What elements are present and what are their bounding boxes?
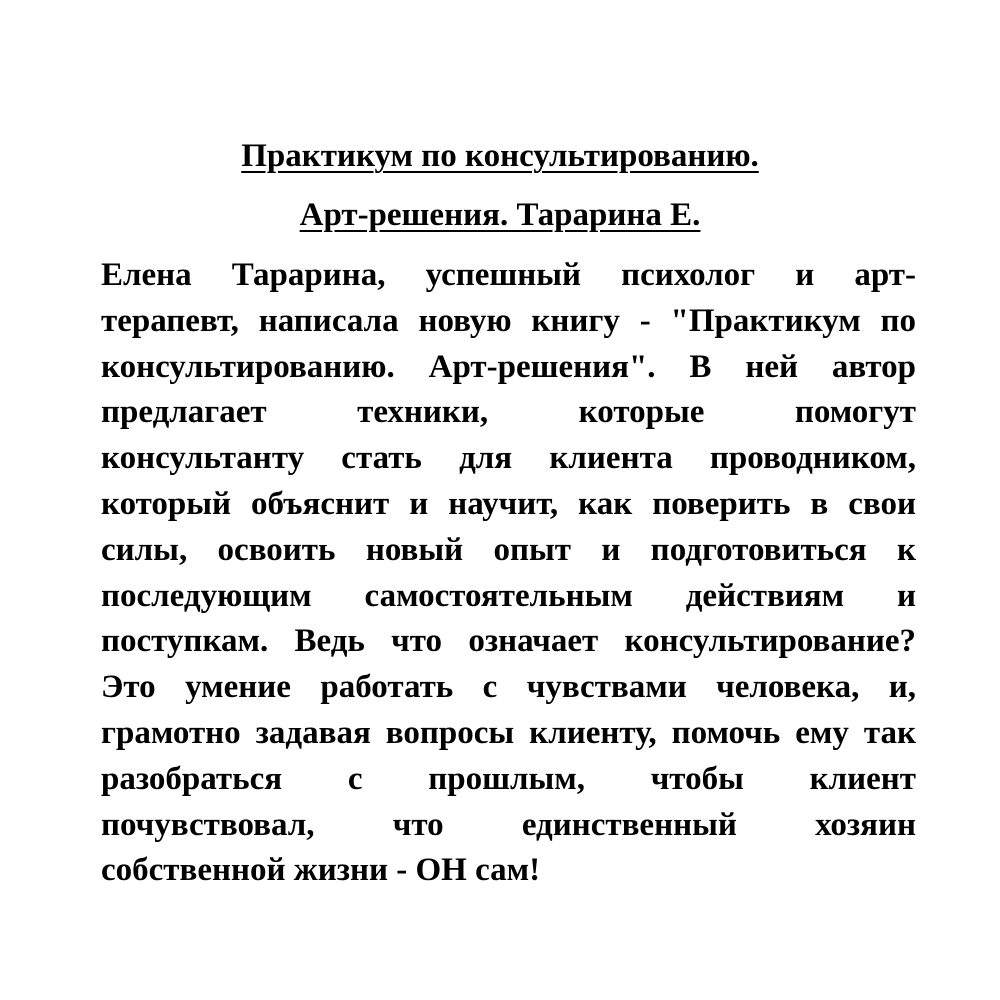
body-line: Это умение работать с чувствами человека, и, bbox=[101, 669, 916, 706]
document-title-line-1 bbox=[0, 136, 1000, 176]
body-line: силы, освоить новый опыт и подготовиться к bbox=[101, 531, 916, 568]
body-line: почувствовал, что единственный хозяин bbox=[101, 806, 916, 843]
body-line: последующим самостоятельным действиям и bbox=[101, 577, 916, 614]
document-title-text-1: Практикум по консультированию. bbox=[241, 138, 759, 174]
document-title-text-2: Арт-решения. Тарарина Е. bbox=[299, 197, 701, 233]
body-line: Елена Тарарина, успешный психолог и арт- bbox=[101, 257, 916, 293]
body-line: предлагает техники, которые помогут bbox=[101, 394, 916, 431]
document-body bbox=[101, 253, 916, 894]
body-line: консультанту стать для клиента проводником, bbox=[101, 440, 916, 477]
body-line: собственной жизни - ОН сам! bbox=[101, 852, 541, 889]
document-title-line-2 bbox=[0, 195, 1000, 235]
body-line: консультированию. Арт-решения". В ней автор bbox=[101, 348, 916, 385]
body-line: разобраться с прошлым, чтобы клиент bbox=[101, 760, 916, 797]
body-line: грамотно задавая вопросы клиенту, помочь ему так bbox=[101, 714, 916, 751]
body-line: поступкам. Ведь что означает консультирование? bbox=[101, 623, 916, 660]
body-line: который объяснит и научит, как поверить в свои bbox=[101, 485, 916, 522]
body-line: терапевт, написала новую книгу - "Практикум по bbox=[101, 302, 916, 339]
